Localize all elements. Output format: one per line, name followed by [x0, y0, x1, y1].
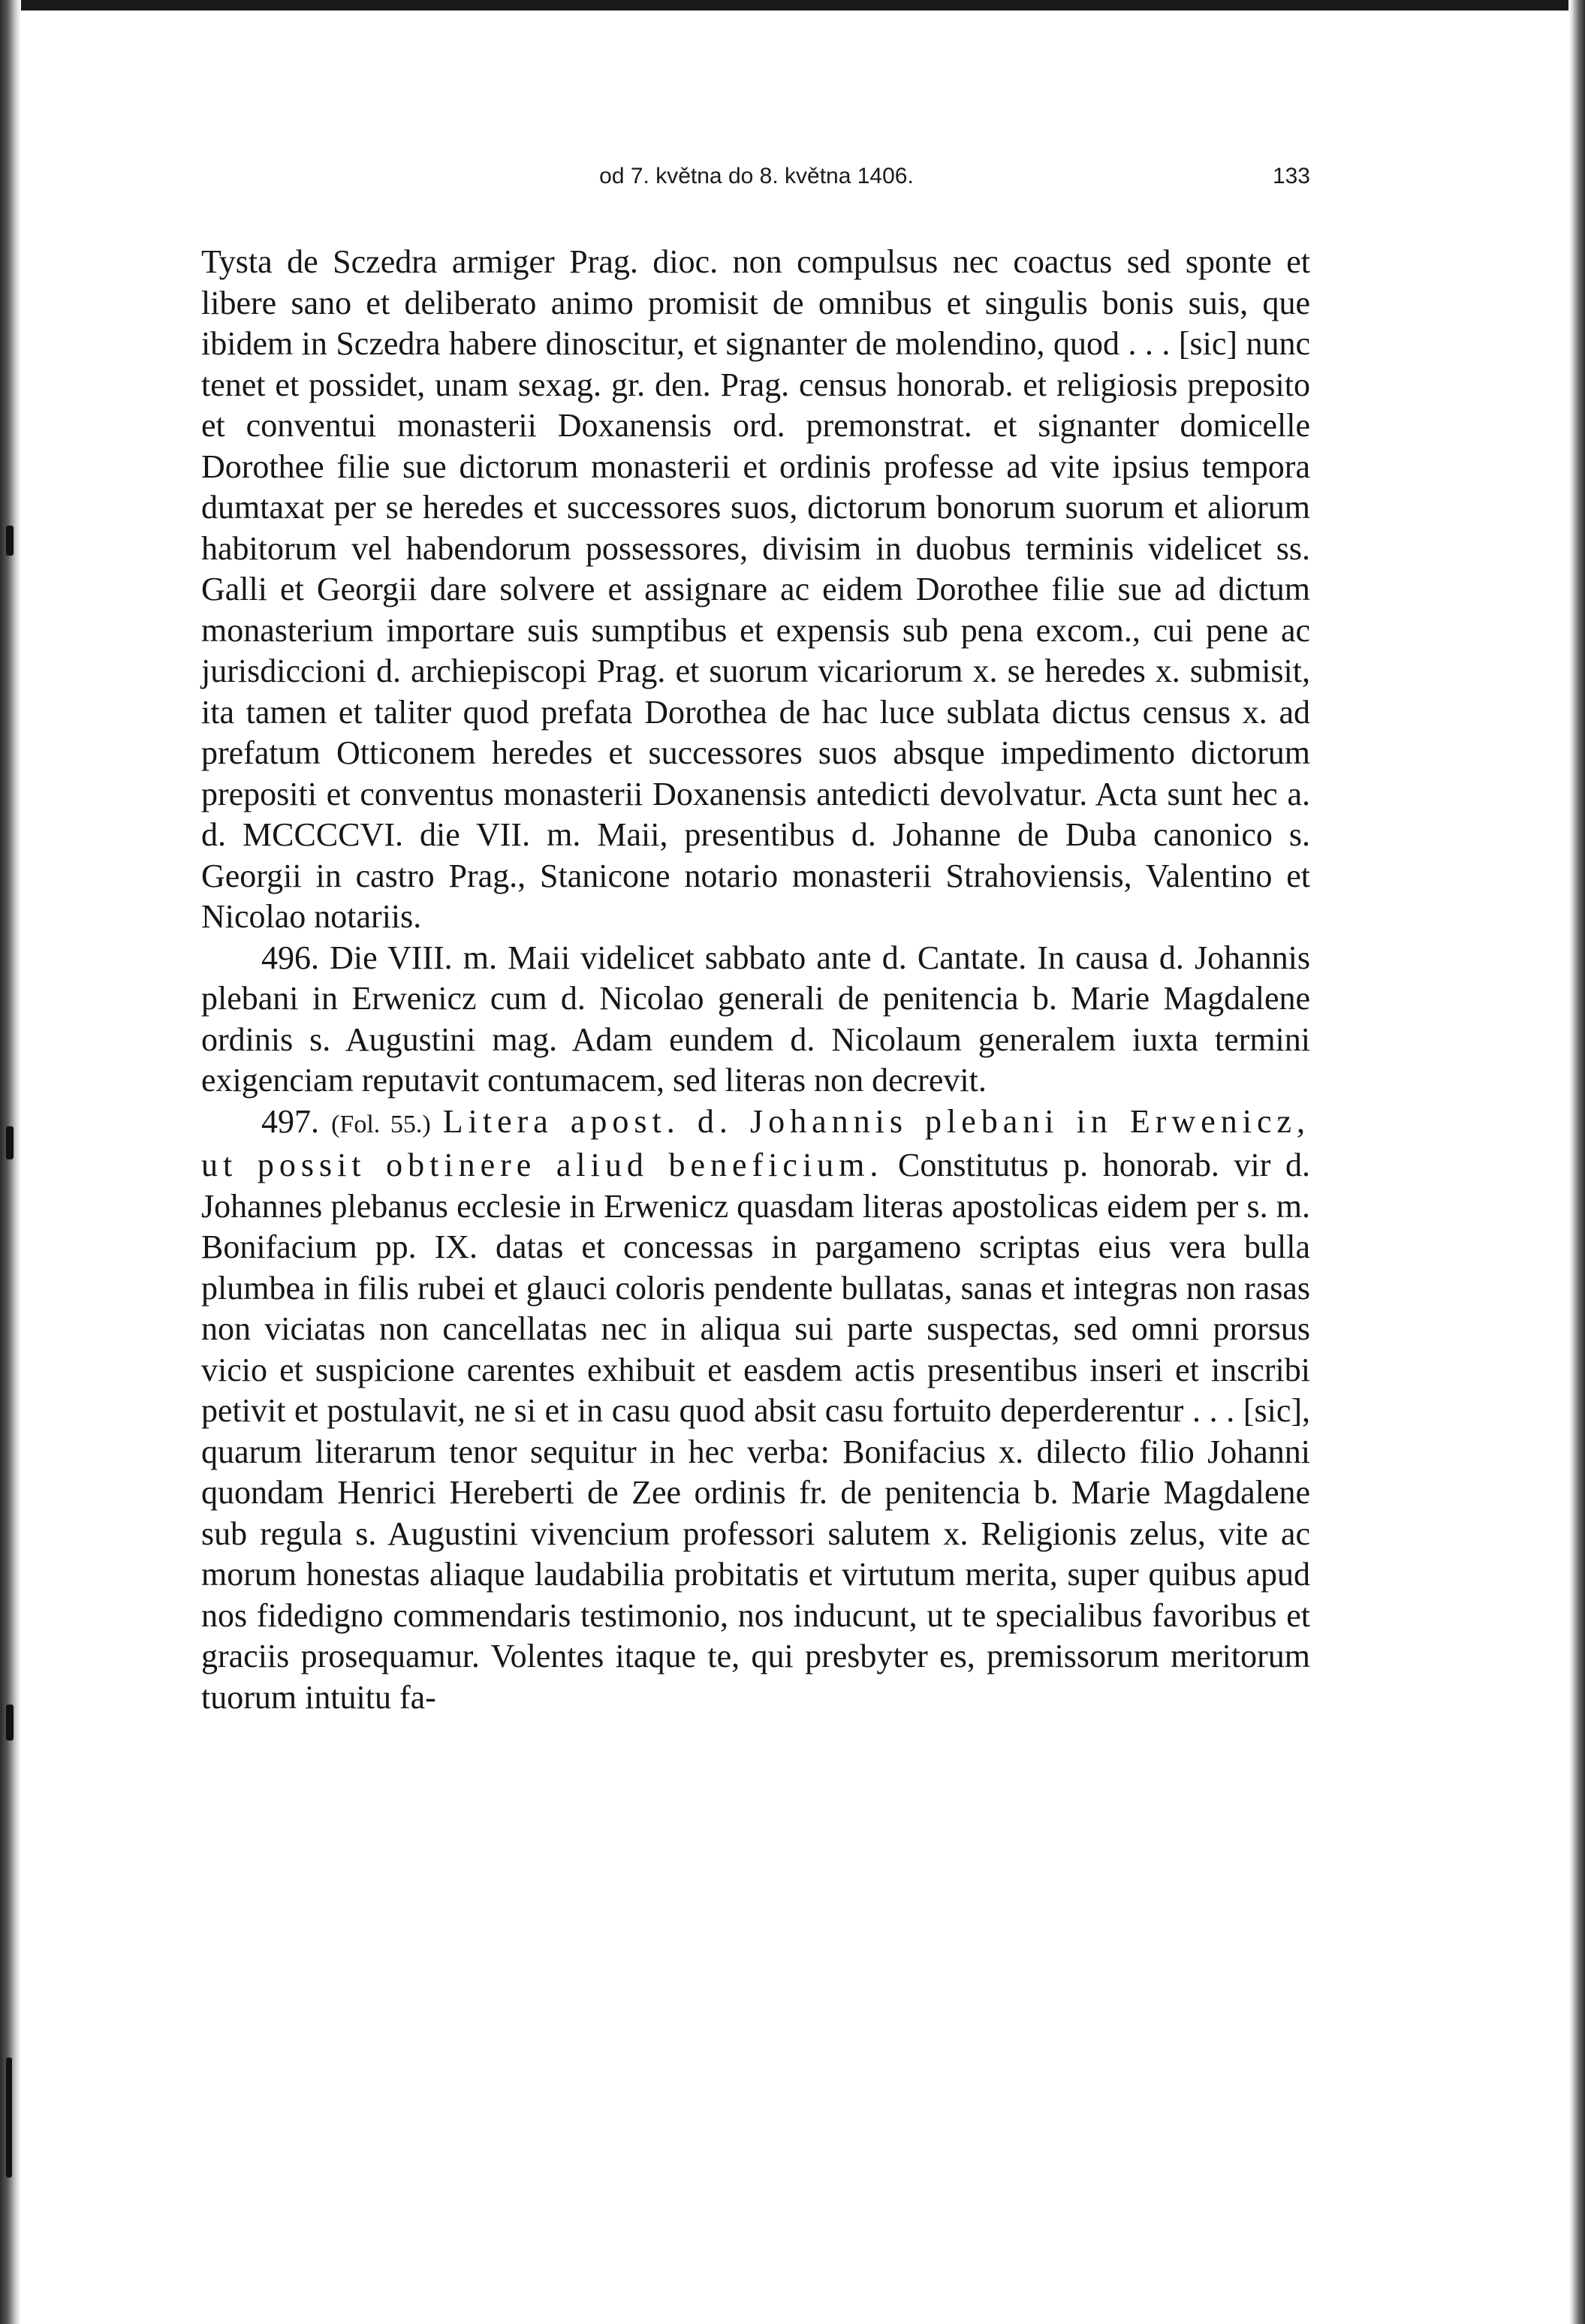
paragraph-entry-497	[201, 1102, 1310, 1719]
entry-rubric: Litera apost. d. Johannis plebani in Erwenicz, ut possit obtinere aliud beneficium.	[201, 1102, 1311, 1183]
binding-mark	[6, 2057, 12, 2178]
paragraph-text: Tysta de Sczedra armiger Prag. dioc. non compulsus nec coactus sed sponte et libere sano et deliberato animo promisit de omnibus et singulis bonis suis, que ibidem in Sczedra habere dinoscitur, et signanter de molendino, quod . . . [sic] nunc tenet et possidet, unam sexag. gr. den. Prag. census honorab. et religiosis preposito et conventui monasterii Doxanensis ord. premonstrat. et signanter domicelle Dorothee filie sue dictorum monasterii et ordinis professe ad vite ipsius tempora dumtaxat per se heredes et successores suos, dictorum bonorum suorum et aliorum habitorum vel habendorum possessores, divisim in duobus terminis videlicet ss. Galli et Georgii dare solvere et assignare ac eidem Dorothee filie sue ad dictum monasterium importare suis sumptibus et expensis sub pena excom., cui pene ac jurisdiccioni d. archiepiscopi Prag. et suorum vicariorum x. se heredes x. submisit, ita tamen et taliter quod prefata Dorothea de hac luce sublata dictus census x. ad prefatum Otticonem heredes et successores suos absque impedimento dictorum prepositi et conventus monasterii Doxanensis antedicti devolvatur. Acta sunt hec a. d. MCCCCVI. die VII. m. Maii, presentibus d. Johanne de Duba canonico s. Georgii in castro Prag., Stanicone notario monasterii Strahoviensis, Valentino et Nicolao notariis.	[201, 243, 1310, 935]
entry-number: 497.	[261, 1102, 319, 1140]
scan-border-left	[0, 0, 21, 2324]
running-title: od 7. května do 8. května 1406.	[599, 164, 914, 188]
paragraph-entry-496	[201, 938, 1310, 1102]
folio-reference: (Fol. 55.)	[331, 1110, 431, 1138]
binding-mark	[6, 1705, 14, 1741]
page-header	[203, 158, 1310, 203]
scan-border-top	[0, 0, 1585, 11]
scan-border-right	[1568, 0, 1585, 2324]
page-number: 133	[1272, 164, 1310, 188]
paragraph-text: Die VIII. m. Maii videlicet sabbato ante d. Cantate. In causa d. Johannis plebani in Erwenicz cum d. Nicolao generali de penitencia b. Marie Magdalene ordinis s. Augustini mag. Adam eundem d. Nicolaum generalem iuxta termini exigenciam reputavit contumacem, sed literas non decrevit.	[201, 939, 1311, 1099]
paragraph-entry-495-continuation	[201, 242, 1310, 938]
entry-number: 496.	[261, 939, 319, 976]
paragraph-text: Constitutus p. honorab. vir d. Johannes plebanus ecclesie in Erwenicz quasdam literas apostolicas eidem per s. m. Bonifacium pp. IX. datas et concessas in pargameno scriptas eius vera bulla plumbea in filis rubei et glauci coloris pendente bullatas, sanas et integras non rasas non viciatas non cancellatas nec in aliqua sui parte suspectas, sed omni prorsus vicio et suspicione carentes exhibuit et easdem actis presentibus inseri et inscribi petivit et postulavit, ne si et in casu quod absit casu fortuito deperderentur . . . [sic], quarum literarum tenor sequitur in hec verba: Bonifacius x. dilecto filio Johanni quondam Henrici Hereberti de Zee ordinis fr. de penitencia b. Marie Magdalene sub regula s. Augustini vivencium professori salutem x. Religionis zelus, vite ac morum honestas aliaque laudabilia probitatis et virtutum merita, super quibus apud nos fidedigno commendaris testimonio, nos inducunt, ut te specialibus favoribus et graciis prosequamur. Volentes itaque te, qui presbyter es, premissorum meritorum tuorum intuitu fa-	[201, 1147, 1310, 1716]
binding-mark	[6, 1126, 14, 1159]
page-body	[201, 242, 1310, 1718]
binding-mark	[6, 526, 14, 556]
